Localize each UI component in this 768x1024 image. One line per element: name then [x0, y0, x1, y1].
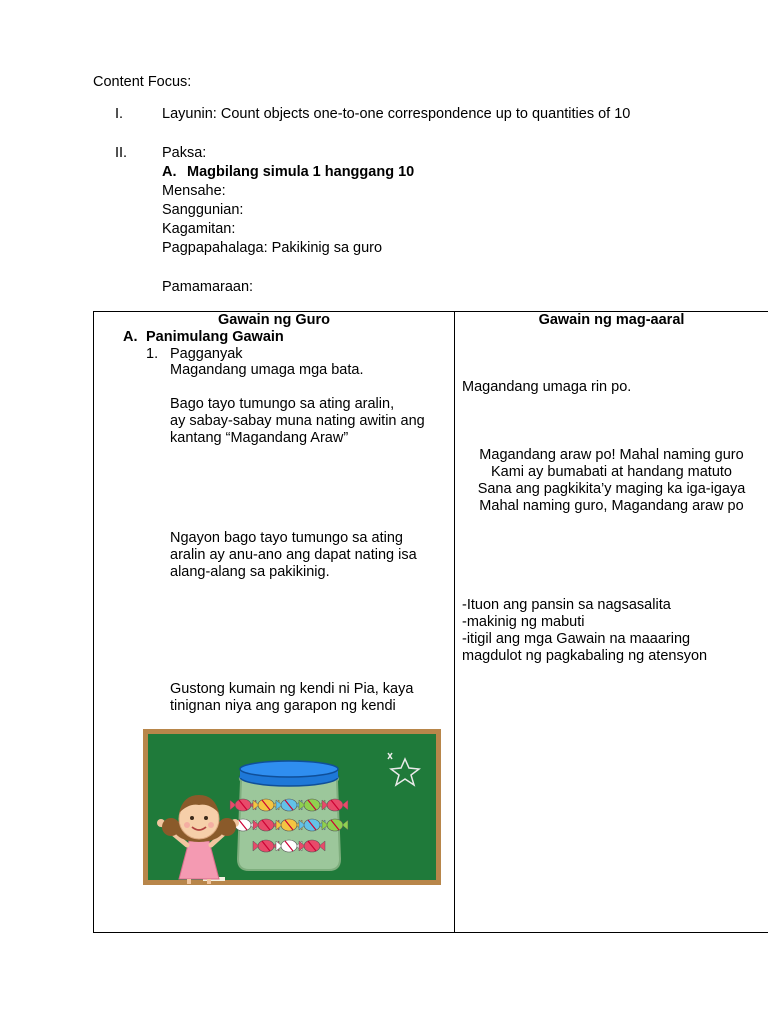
- item-numeral-1: I.: [115, 106, 124, 122]
- student-rule-line: -makinig ng mabuti: [462, 614, 585, 630]
- teacher-intro-line: Bago tayo tumungo sa ating aralin,: [170, 396, 395, 412]
- teacher-story-line: tiniɡnan niya ang garapon ng kendi: [170, 698, 396, 714]
- content-focus-label: Content Focus:: [93, 74, 192, 90]
- kagamitan-label: Kagamitan:: [162, 221, 236, 237]
- chalkboard-illustration: [143, 729, 441, 885]
- student-song-line: Magandang araw po! Mahal naming guro: [479, 447, 744, 463]
- teacher-intro-line: ay sabay-sabay muna nating awitin ang: [170, 413, 425, 429]
- subtopic-letter: A.: [162, 164, 177, 180]
- paksa-label: Paksa:: [162, 145, 207, 161]
- layunin-text: Layunin: Count objects one-to-one correspondence up to quantities of 10: [162, 106, 631, 122]
- teacher-intro-line: kantang “Magandang Araw”: [170, 430, 349, 446]
- student-song-line: Kami ay bumabati at handang matuto: [490, 464, 732, 480]
- teacher-question-line: Ngayon bago tayo tumungo sa ating: [170, 530, 403, 546]
- mensahe-label: Mensahe:: [162, 183, 226, 199]
- step-number: 1.: [146, 346, 159, 362]
- section-title: Panimulang Gawain: [146, 329, 284, 345]
- pamamaraan-label: Pamamaraan:: [162, 279, 254, 295]
- column-divider: [454, 311, 455, 933]
- item-numeral-2: II.: [115, 145, 128, 161]
- student-rule-line: -Ituon ang pansin sa nagsasalita: [462, 597, 671, 613]
- teacher-greeting: Magandang umaga mga bata.: [170, 362, 364, 378]
- student-song-line: Sana ang pagkikita’y maging ka iga-igaya: [477, 481, 746, 497]
- student-greeting-reply: Magandang umaga rin po.: [462, 379, 632, 395]
- teacher-question-line: aralin ay anu-ano ang dapat nating isa: [170, 547, 417, 563]
- subtopic-title: Magbilang simula 1 hanggang 10: [187, 164, 415, 180]
- teacher-story-line: Gustong kumain ng kendi ni Pia, kaya: [170, 681, 414, 697]
- col-header-student: Gawain ng mag-aaral: [538, 312, 685, 328]
- pagpapahalaga-label: Pagpapahalaga: Pakikinig sa guro: [162, 240, 383, 256]
- col-header-teacher: Gawain ng Guro: [218, 312, 330, 328]
- teacher-question-line: alang-alang sa pakikinig.: [170, 564, 330, 580]
- sanggunian-label: Sanggunian:: [162, 202, 244, 218]
- candy-jar-icon: [230, 761, 348, 870]
- section-letter: A.: [123, 329, 138, 345]
- student-rule-line: magdulot ng pagkabaling ng atensyon: [462, 648, 708, 664]
- step-title: Pagganyak: [170, 346, 243, 362]
- student-rule-line: -itigil ang mga Gawain na maaaring: [462, 631, 691, 647]
- student-song-line: Mahal naming guro, Magandang araw po: [479, 498, 744, 514]
